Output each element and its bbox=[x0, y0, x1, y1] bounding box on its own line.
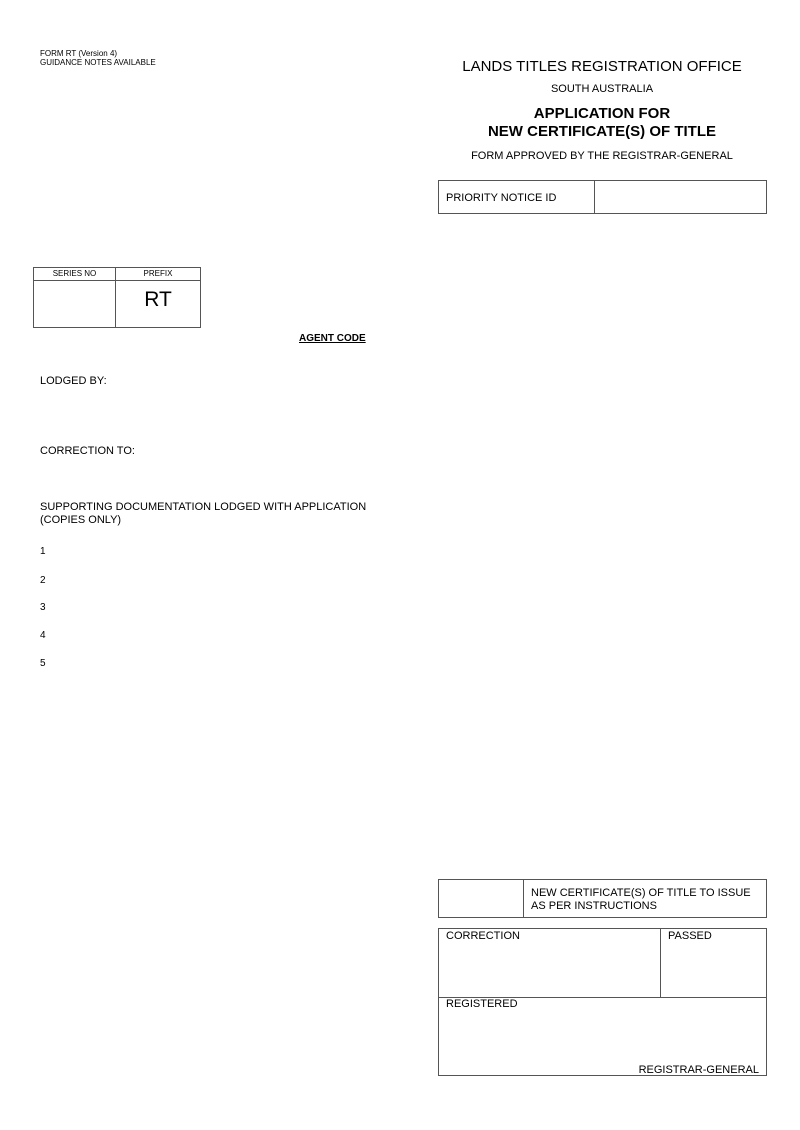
passed-label: PASSED bbox=[668, 930, 712, 942]
priority-notice-divider bbox=[594, 181, 595, 213]
lodged-by-label: LODGED BY: bbox=[40, 375, 107, 387]
supporting-item: 2 bbox=[40, 575, 46, 586]
supporting-docs-line2: (COPIES ONLY) bbox=[40, 514, 122, 526]
approval-note: FORM APPROVED BY THE REGISTRAR-GENERAL bbox=[471, 150, 733, 162]
supporting-item: 4 bbox=[40, 630, 46, 641]
series-prefix-box bbox=[33, 267, 201, 328]
registered-label: REGISTERED bbox=[446, 998, 518, 1010]
priority-notice-box bbox=[438, 180, 767, 214]
agent-code-label: AGENT CODE bbox=[299, 333, 366, 344]
correction-label: CORRECTION bbox=[446, 930, 520, 942]
prefix-label: PREFIX bbox=[143, 269, 173, 278]
series-header-divider bbox=[34, 280, 200, 281]
new-certificate-line1: NEW CERTIFICATE(S) OF TITLE TO ISSUE bbox=[531, 887, 751, 899]
supporting-item: 3 bbox=[40, 602, 46, 613]
form-title bbox=[440, 105, 764, 141]
correction-to-label: CORRECTION TO: bbox=[40, 445, 135, 457]
state-name: SOUTH AUSTRALIA bbox=[550, 83, 654, 95]
form-version: FORM RT (Version 4) bbox=[40, 49, 118, 58]
new-certificate-divider bbox=[523, 880, 524, 917]
form-title-line2: NEW CERTIFICATE(S) OF TITLE bbox=[487, 123, 717, 140]
office-use-box bbox=[438, 928, 767, 1076]
form-identifier bbox=[40, 49, 156, 67]
new-certificate-text bbox=[531, 887, 751, 913]
guidance-notes: GUIDANCE NOTES AVAILABLE bbox=[40, 58, 156, 67]
office-use-vertical-divider bbox=[660, 929, 661, 997]
new-certificate-box bbox=[438, 879, 767, 918]
new-certificate-line2: AS PER INSTRUCTIONS bbox=[531, 900, 657, 912]
registrar-general-label: REGISTRAR-GENERAL bbox=[638, 1064, 759, 1076]
series-no-label: SERIES NO bbox=[52, 269, 97, 278]
priority-notice-label: PRIORITY NOTICE ID bbox=[446, 192, 557, 204]
form-title-line1: APPLICATION FOR bbox=[533, 105, 671, 122]
office-name: LANDS TITLES REGISTRATION OFFICE bbox=[462, 58, 742, 75]
supporting-docs-heading bbox=[40, 501, 366, 527]
supporting-item: 5 bbox=[40, 658, 46, 669]
supporting-item: 1 bbox=[40, 546, 46, 557]
prefix-value: RT bbox=[144, 288, 172, 311]
supporting-docs-line1: SUPPORTING DOCUMENTATION LODGED WITH APPLICATION bbox=[40, 501, 367, 513]
